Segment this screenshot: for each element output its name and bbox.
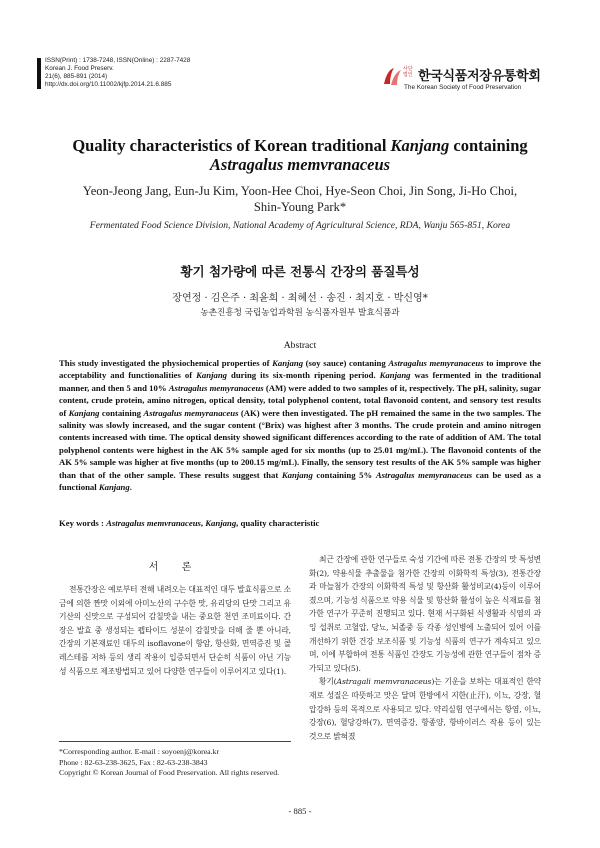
affiliation: Fermentated Food Science Division, National Academy of Agricultural Science, RDA, Wanju 565-851, Korea bbox=[89, 220, 511, 231]
issn-line: ISSN(Print) : 1738-7248, ISSN(Online) : 2287-7428 bbox=[45, 57, 191, 64]
society-name-en: The Korean Society of Food Preservation bbox=[404, 84, 522, 91]
corresponding-author-note bbox=[59, 747, 299, 779]
korean-title: 황기 첨가량에 따른 전통식 간장의 품질특성 bbox=[180, 264, 420, 279]
left-column bbox=[59, 553, 291, 678]
abstract-heading: Abstract bbox=[283, 340, 317, 351]
footnote-divider bbox=[59, 741, 291, 742]
korean-authors: 장연정 · 김은주 · 최윤희 · 최혜선 · 송진 · 최지호 · 박신영* bbox=[172, 293, 428, 304]
page-number: - 885 - bbox=[288, 806, 312, 816]
intro-paragraph-3: 황기(Astragali memvranaceus)는 기운을 보하는 대표적인 한약재로 성질은 따뜻하고 맛은 달며 한방에서 지한(止汗), 이뇨, 강장, 혈압강하 등의 목적으로 사용되고 있다. 약리실험 연구에서는 항염, 이뇨, 강장(6), 혈당강하(7), 면역증강, 항종양, 항바이러스 작용 등이 있는 것으로 밝혀졌 bbox=[309, 677, 541, 741]
footnote-phone: Phone : 82-63-238-3625, Fax : 82-63-238-3843 bbox=[59, 757, 208, 767]
doi-link[interactable]: http://dx.doi.org/10.11002/kjfp.2014.21.6.885 bbox=[45, 81, 172, 88]
society-corp-label: 사단 법인 bbox=[403, 66, 413, 78]
intro-paragraph-1: 전통간장은 예로부터 전해 내려오는 대표적인 대두 발효식품으로 소금에 의한 짠맛 이외에 아미노산의 구수한 맛, 유리당의 단맛 그리고 유기산의 신맛으로 구성되어 감칠맛을 내는 중요한 천연 조미료이다. 간장은 발효 중 생성되는 펩타이드 성분이 감칠맛을 더해 줄 뿐 아니라, 간장의 기본재료인 대두의 isoflavone이 항암, 항산화, 면역증진 및 콜레스테롤 저하 등의 생리 작용이 입증되면서 단순히 식품이 아닌 기능성 식품으로 제조방법되고 있어 다양한 연구들이 이루어지고 있다(1). bbox=[59, 585, 291, 676]
intro-paragraph-2: 최근 간장에 관한 연구들로 숙성 기간에 따른 전통 간장의 맛 특성변화(2), 약용식물 추출물을 첨가한 간장의 이화학적 특성(3), 전통간장과 마늘첨가 간장의 이화학적 특성 및 항산화 활성비교(4)등이 이루어졌으며, 기능성 식품으로 약용 식물 및 항산화 활성이 높은 식재료를 첨가한 연구가 꾸준히 진행되고 있다. 현재 서구화된 식생활과 식염의 과잉 섭취로 고혈압, 당뇨, 뇌졸중 등 각종 성인병에 노출되어 있어 이를 개선하기 위한 건강 보조식품 및 기능성 식품의 연구가 계속되고 있으며, 이에 부합하여 전통 식품인 간장도 기능성에 관한 연구들이 점차 증가되고 있다(5). bbox=[309, 555, 541, 673]
korean-affiliation: 농촌진흥청 국립농업과학원 농식품자원부 발효식품과 bbox=[200, 308, 400, 318]
keywords: Key words : Astragalus memvranaceus, Kanjang, quality characteristic bbox=[59, 518, 320, 528]
volume-pages: 21(6), 885-891 (2014) bbox=[45, 73, 108, 80]
paper-title: Quality characteristics of Korean traditional Kanjang containing Astragalus memvranaceus bbox=[72, 136, 528, 174]
society-name-ko: 한국식품저장유통학회 bbox=[418, 69, 541, 84]
header-bar bbox=[37, 58, 41, 89]
journal-info bbox=[45, 57, 190, 89]
intro-heading: 서 론 bbox=[148, 562, 202, 573]
right-column bbox=[309, 553, 541, 743]
footnote-copyright: Copyright © Korean Journal of Food Preservation. All rights reserved. bbox=[59, 768, 280, 777]
abstract-body: This study investigated the physiochemical properties of Kanjang (soy sauce) contaning Astragalus memyranaceus to improve the acceptability and functionalities of Kanjang during its six-month ripening period. Kanjang was fermented in the traditional manner, and then 5 and 10% Astragalus memyranaceus (AM) were added to two samples of it, respectively. The pH, salinity, sugar content, crude protein, amino nitrogen, optical density, total polyphenol content, total flavonoid content, and sensory test results of Kanjang containing Astragalus memyranaceus (AK) were then investigated. The pH remained the same in the two samples. The salinity was slowly increased, and the sugar content (°Brix) was highest after 3 months. The crude protein and amino nitrogen contents increased with time. The optical density showed significant differences according to the rate of addition of AM. The total polyphenol contents were highest in the AK 5% sample aged for six months (up to 25.01 mg/mL). The flavonoid contents of the AK 5% sample was higher at five months (up to 200.15 mg/mL). Finally, the sensory test results of the AK 5% sample was higher than that of the other sample. These results suggest that Kanjang containing 5% Astragalus memyranaceus can be used as a functional Kanjang. bbox=[59, 358, 542, 493]
author-list: Yeon-Jeong Jang, Eun-Ju Kim, Yoon-Hee Choi, Hye-Seon Choi, Jin Song, Ji-Ho Choi, Shin-Young Park* bbox=[82, 184, 518, 214]
society-branding bbox=[381, 62, 556, 96]
footnote-email[interactable]: *Corresponding author. E-mail : soyoenj@korea.kr bbox=[59, 747, 220, 756]
journal-abbrev: Korean J. Food Preserv. bbox=[45, 65, 114, 72]
